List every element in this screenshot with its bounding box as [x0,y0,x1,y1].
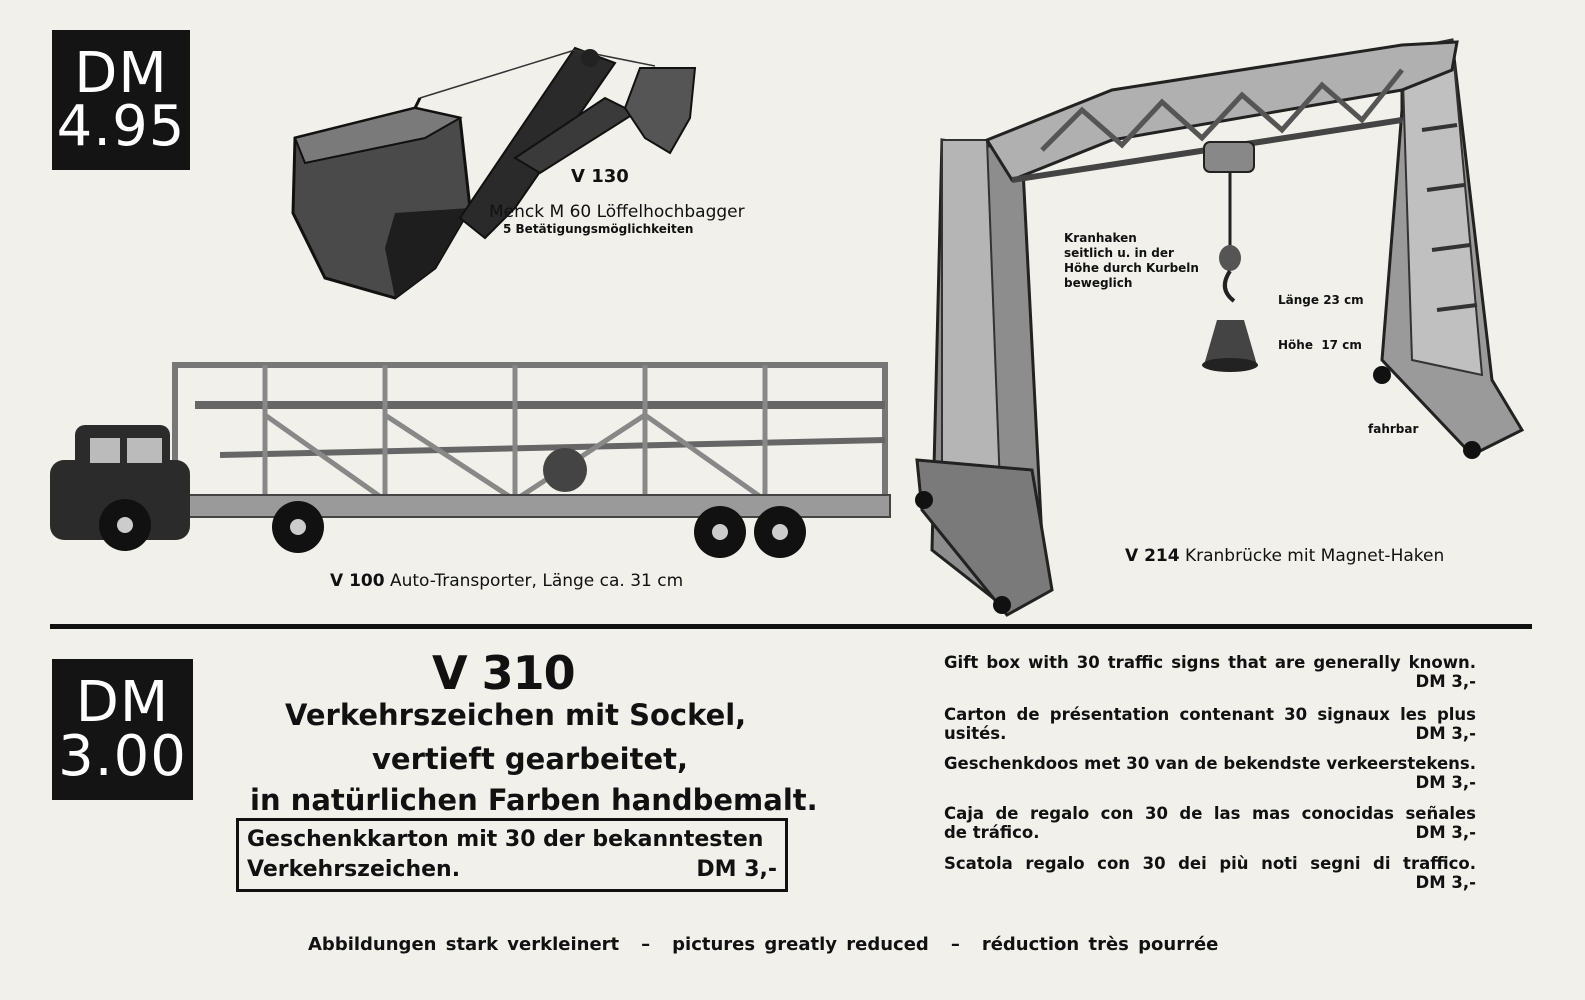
translation-text: Caja de regalo con 30 de las mas conocidas señales [944,804,1476,823]
price-amount: 3.00 [58,723,187,789]
translation-price: DM 3,- [1415,724,1476,743]
crane-code: V 214 [1125,546,1180,566]
crane-bridge-image [912,30,1537,620]
section-divider [50,624,1532,629]
footer-dash: – [950,934,960,955]
crane-dimensions [1278,263,1364,368]
translation-price: DM 3,- [1415,873,1476,892]
gift-box-line: Verkehrszeichen. [247,857,461,882]
crane-hook-note-line: Kranhaken [1064,231,1137,245]
translation-text: Gift box with 30 traffic signs that are generally known. [944,653,1476,672]
footer-dash: – [641,934,651,955]
translation-text: de tráfico. [944,823,1040,842]
auto-transporter-image [45,360,895,560]
footer-french: réduction très pourrée [981,934,1219,955]
translation-text: Geschenkdoos met 30 van de bekendste verkeerstekens. [944,754,1476,773]
gift-box-notice [236,818,788,892]
price-amount: 4.95 [56,94,186,159]
transporter-caption [330,571,683,591]
price-currency: DM [74,40,168,106]
crane-length: Länge 23 cm [1278,293,1364,307]
translation-dutch [944,754,1476,792]
v310-line: Verkehrszeichen mit Sockel, [285,698,747,732]
crane-hook-note-line: beweglich [1064,276,1133,290]
crane-height: Höhe 17 cm [1278,338,1362,352]
v310-line: in natürlichen Farben handbemalt. [250,783,818,817]
translation-english [944,653,1476,691]
translation-text: Scatola regalo con 30 dei più noti segni di traffico. [944,854,1476,873]
excavator-name: Menck M 60 Löffelhochbagger [489,202,745,222]
crane-name: Kranbrücke mit Magnet-Haken [1184,546,1445,566]
gift-box-price: DM 3,- [696,857,777,882]
excavator-code: V 130 [571,166,629,187]
footer-note [308,934,1218,955]
crane-mobile-note: fahrbar [1368,422,1419,436]
price-badge-top [52,30,190,170]
translation-text: Carton de présentation contenant 30 signaux les plus [944,705,1476,724]
price-currency: DM [75,670,170,736]
footer-german: Abbildungen stark verkleinert [308,934,620,955]
translation-italian [944,854,1476,892]
gift-box-line: Geschenkkarton mit 30 der bekanntesten [247,827,764,852]
translation-price: DM 3,- [1415,672,1476,691]
footer-english: pictures greatly reduced [672,934,929,955]
crane-hook-note-line: seitlich u. in der [1064,246,1174,260]
translation-text: usités. [944,724,1007,743]
transporter-name: Auto-Transporter, Länge ca. 31 cm [389,571,684,591]
excavator-image [285,38,705,313]
price-badge-bottom [52,659,193,800]
crane-hook-note-line: Höhe durch Kurbeln [1064,261,1199,275]
excavator-note: 5 Betätigungsmöglichkeiten [503,222,694,236]
translation-price: DM 3,- [1415,823,1476,842]
crane-hook-note [1064,231,1199,291]
v310-line: vertieft gearbeitet, [372,742,688,776]
translation-price: DM 3,- [1415,773,1476,792]
crane-caption [1125,546,1444,566]
translation-spanish [944,804,1476,842]
transporter-code: V 100 [330,571,385,591]
v310-code: V 310 [432,646,575,700]
translation-french [944,705,1476,743]
